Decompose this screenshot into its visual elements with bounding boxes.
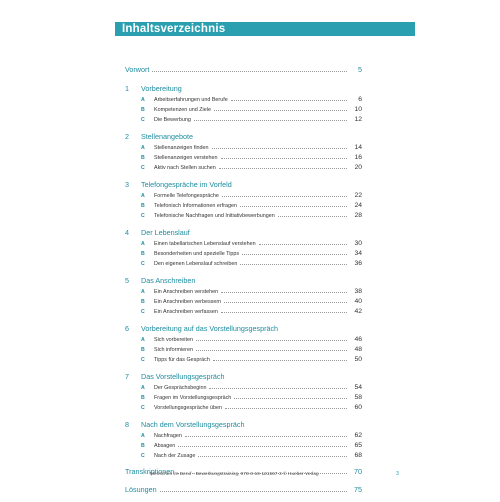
subentry-label: Stellenanzeigen verstehen [154,155,218,161]
toc-subentry[interactable] [125,381,362,391]
chapter-heading[interactable] [125,370,362,381]
toc-subentry[interactable] [125,103,362,113]
toc-subentry[interactable] [125,189,362,199]
subentry-letter: A [141,385,145,391]
dot-leader [219,168,347,169]
toc-page-number: 46 [354,336,362,343]
toc-entry-loesungen[interactable] [125,484,362,494]
dot-leader [209,388,347,389]
subentry-letter: C [141,165,145,171]
dot-leader [160,491,347,492]
dot-leader [240,206,347,207]
dot-leader [198,456,347,457]
toc-subentry[interactable] [125,161,362,171]
subentry-label: Absagen [154,443,176,449]
chapter-group [125,322,362,363]
toc-page-number: 10 [354,106,362,113]
subentry-label: Telefonisch Informationen erfragen [154,203,238,209]
chapter-group [125,370,362,411]
chapter-title: Vorbereitung auf das Vorstellungsgespräch [141,324,279,333]
toc-page-number: 20 [354,164,362,171]
dot-leader [224,302,347,303]
dot-leader [221,292,347,293]
subentry-label: Vorstellungsgespräche üben [154,405,223,411]
chapter-group [125,274,362,315]
subentry-letter: C [141,213,145,219]
subentry-letter: A [141,289,145,295]
dot-leader [194,120,347,121]
chapter-title: Der Lebenslauf [141,228,190,237]
toc-page-number: 34 [354,250,362,257]
chapter-group [125,418,362,459]
subentry-label: Ein Anschreiben verbessern [154,299,222,305]
subentry-letter: A [141,193,145,199]
dot-leader [222,196,347,197]
subentry-letter: B [141,155,145,161]
chapter-title: Telefongespräche im Vorfeld [141,180,232,189]
toc-page-number: 42 [354,308,362,315]
toc-subentry[interactable] [125,199,362,209]
subentry-label: Stellenanzeigen finden [154,145,209,151]
dot-leader [185,436,347,437]
subentry-letter: C [141,261,145,267]
toc-subentry[interactable] [125,401,362,411]
toc-page-number: 22 [354,192,362,199]
toc-entry-label: Transkriptionen [125,467,175,476]
subentry-label: Einen tabellarischen Lebenslauf verstehen [154,241,256,247]
subentry-letter: A [141,433,145,439]
subentry-label: Telefonische Nachfragen und Initiativbewerbungen [154,213,275,219]
toc-page-number: 36 [354,260,362,267]
toc-subentry[interactable] [125,93,362,103]
chapter-number: 5 [125,276,129,285]
chapter-heading[interactable] [125,178,362,189]
toc-subentry[interactable] [125,353,362,363]
dot-leader [221,312,347,313]
toc-page-number: 24 [354,202,362,209]
subentry-letter: B [141,299,145,305]
toc-subentry[interactable] [125,151,362,161]
toc-entry-label: Vorwort [125,65,150,74]
dot-leader [231,100,347,101]
toc-page-number: 60 [354,404,362,411]
toc-page-number: 40 [354,298,362,305]
toc-subentry[interactable] [125,247,362,257]
toc-page-number: 48 [354,346,362,353]
subentry-letter: B [141,443,145,449]
toc-subentry[interactable] [125,257,362,267]
toc-subentry[interactable] [125,209,362,219]
subentry-label: Ein Anschreiben verstehen [154,289,219,295]
footer-copyright: Menschen im Beruf - Bewerbungstraining, 978-3-19-121567-3 © Hueber Verlag [150,472,319,477]
toc-page-number: 75 [354,485,362,494]
subentry-label: Sich vorbereiten [154,337,193,343]
subentry-label: Aktiv nach Stellen suchen [154,165,216,171]
chapter-heading[interactable] [125,418,362,429]
dot-leader [214,110,347,111]
dot-leader [240,264,347,265]
subentry-letter: B [141,203,145,209]
subentry-letter: B [141,251,145,257]
subentry-letter: B [141,395,145,401]
subentry-label: Nachfragen [154,433,182,439]
toc-page-number: 12 [354,116,362,123]
chapter-number: 2 [125,132,129,141]
chapter-heading[interactable] [125,322,362,333]
subentry-letter: C [141,453,145,459]
subentry-letter: B [141,107,145,113]
subentry-letter: A [141,145,145,151]
subentry-label: Die Bewerbung [154,117,191,123]
chapter-group [125,178,362,219]
subentry-label: Besonderheiten und spezielle Tipps [154,251,240,257]
title-bar [115,22,415,36]
chapter-title: Das Anschreiben [141,276,196,285]
toc-page-number: 54 [354,384,362,391]
toc-subentry[interactable] [125,391,362,401]
subentry-letter: A [141,337,145,343]
dot-leader [242,254,347,255]
subentry-letter: C [141,117,145,123]
chapter-title: Vorbereitung [141,84,182,93]
chapter-number: 4 [125,228,129,237]
subentry-label: Tipps für das Gespräch [154,357,210,363]
subentry-label: Ein Anschreiben verfassen [154,309,218,315]
dot-leader [221,158,347,159]
table-of-contents [125,64,362,502]
chapter-title: Stellenangebote [141,132,193,141]
toc-page-number: 6 [358,96,362,103]
toc-page-number: 62 [354,432,362,439]
page-title: Inhaltsverzeichnis [122,23,226,35]
toc-subentry[interactable] [125,449,362,459]
chapter-group [125,130,362,171]
dot-leader [178,446,347,447]
subentry-label: Fragen im Vorstellungsgespräch [154,395,232,401]
chapter-number: 8 [125,420,129,429]
toc-subentry[interactable] [125,439,362,449]
toc-page-number: 28 [354,212,362,219]
toc-page-number: 68 [354,452,362,459]
toc-subentry[interactable] [125,113,362,123]
subentry-letter: B [141,347,145,353]
toc-subentry[interactable] [125,295,362,305]
toc-page-number: 30 [354,240,362,247]
toc-subentry[interactable] [125,237,362,247]
subentry-letter: A [141,97,145,103]
subentry-letter: C [141,405,145,411]
chapter-heading[interactable] [125,274,362,285]
chapter-heading[interactable] [125,226,362,237]
subentry-letter: C [141,309,145,315]
chapter-list [125,82,362,459]
toc-subentry[interactable] [125,305,362,315]
subentry-label: Den eigenen Lebenslauf schreiben [154,261,238,267]
toc-page-number: 38 [354,288,362,295]
toc-entry-vorwort[interactable] [125,64,362,74]
dot-leader [212,148,347,149]
toc-page-number: 58 [354,394,362,401]
dot-leader [259,244,347,245]
chapter-title: Nach dem Vorstellungsgespräch [141,420,245,429]
chapter-number: 7 [125,372,129,381]
subentry-label: Der Gesprächsbeginn [154,385,207,391]
dot-leader [278,216,347,217]
dot-leader [213,360,347,361]
dot-leader [225,408,347,409]
dot-leader [152,71,347,72]
chapter-heading[interactable] [125,130,362,141]
subentry-label: Nach der Zusage [154,453,196,459]
dot-leader [234,398,347,399]
subentry-label: Arbeitserfahrungen und Berufe [154,97,228,103]
toc-subentry[interactable] [125,343,362,353]
chapter-title: Das Vorstellungsgespräch [141,372,225,381]
dot-leader [196,350,347,351]
toc-page-number: 70 [354,467,362,476]
chapter-number: 6 [125,324,129,333]
toc-entry-label: Lösungen [125,485,157,494]
chapter-number: 3 [125,180,129,189]
toc-page-number: 50 [354,356,362,363]
subentry-label: Kompetenzen und Ziele [154,107,211,113]
toc-subentry[interactable] [125,333,362,343]
toc-page-number: 65 [354,442,362,449]
subentry-label: Sich informieren [154,347,193,353]
toc-page-number: 14 [354,144,362,151]
toc-subentry[interactable] [125,285,362,295]
chapter-group [125,82,362,123]
subentry-letter: A [141,241,145,247]
page-number: 3 [396,471,399,477]
subentry-label: Formelle Telefongespräche [154,193,219,199]
toc-subentry[interactable] [125,141,362,151]
chapter-number: 1 [125,84,129,93]
chapter-group [125,226,362,267]
toc-page-number: 5 [358,65,362,74]
toc-page-number: 16 [354,154,362,161]
toc-subentry[interactable] [125,429,362,439]
subentry-letter: C [141,357,145,363]
chapter-heading[interactable] [125,82,362,93]
dot-leader [196,340,347,341]
